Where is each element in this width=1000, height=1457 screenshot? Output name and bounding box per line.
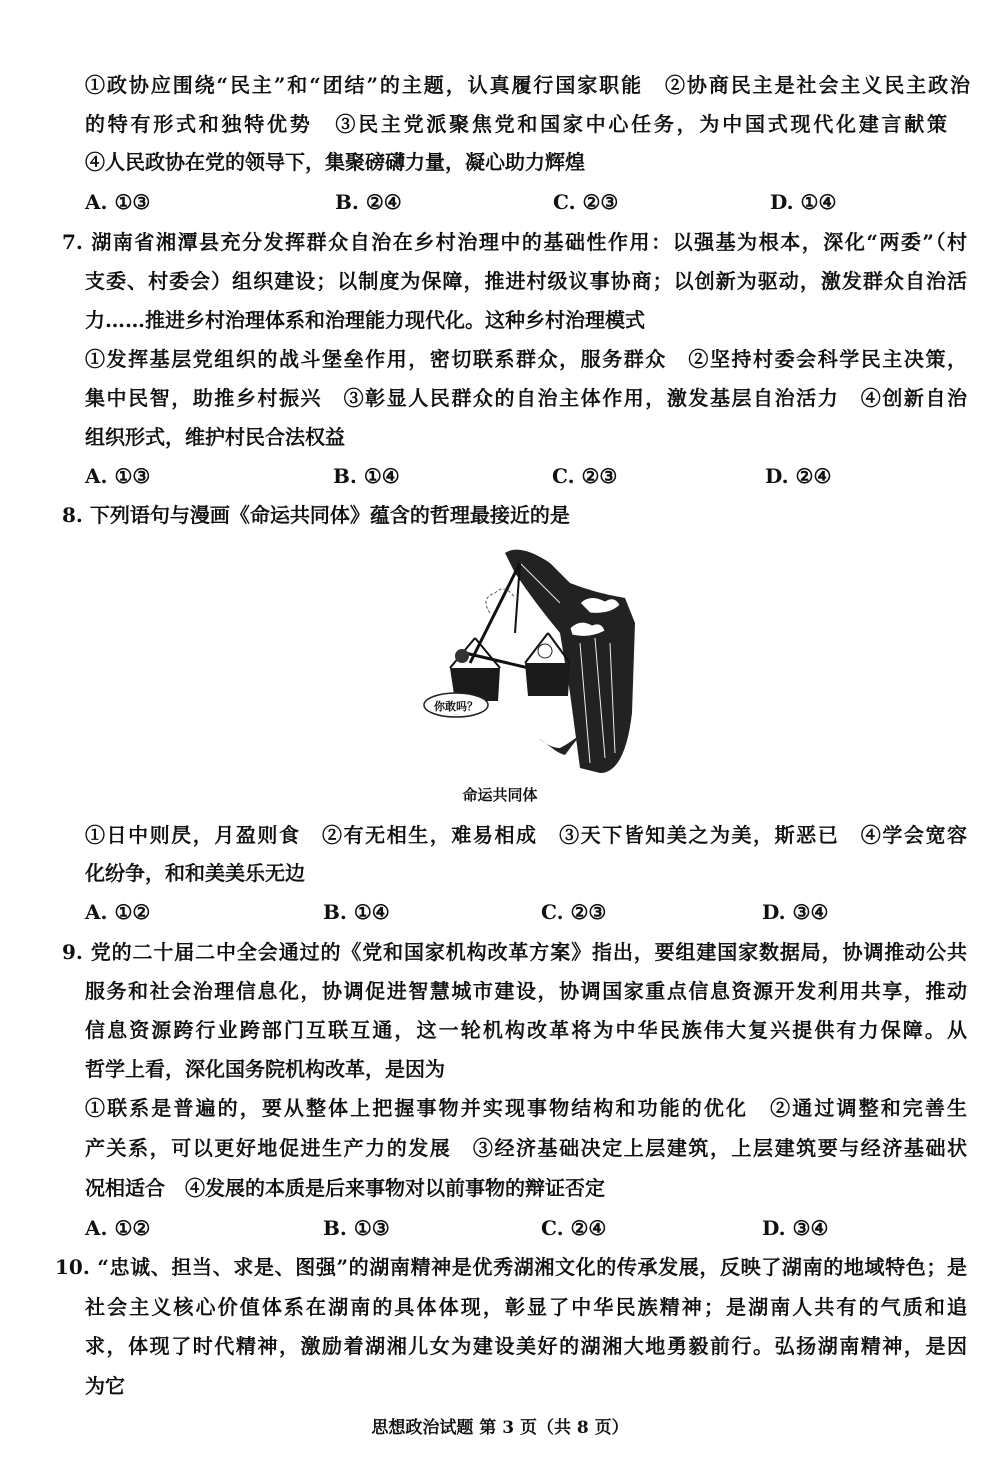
q10-stem-line: 10. “忠诚、担当、求是、图强”的湖南精神是优秀湖湘文化的传承发展，反映了湖南的地域特色；是 [55, 1255, 967, 1279]
q9-stem-line: 信息资源跨行业跨部门互联互通，这一轮机构改革将为中华民族伟大复兴提供有力保障。从 [85, 1018, 967, 1042]
q8-stem: 8. 下列语句与漫画《命运共同体》蕴含的哲理最接近的是 [62, 503, 570, 527]
q7-stem-line: 支委、村委会）组织建设；以制度为保障，推进村级议事协商；以创新为驱动，激发群众自治活 [85, 269, 967, 293]
q7-stem-line: 力……推进乡村治理体系和治理能力现代化。这种乡村治理模式 [85, 308, 645, 332]
q7-option-a: A. ①③ [85, 464, 151, 488]
q9-stem-line: 9. 党的二十届二中全会通过的《党和国家机构改革方案》指出，要组建国家数据局，协调推动公共 [62, 940, 967, 964]
q8-choice-line: 化纷争，和和美美乐无边 [85, 861, 305, 885]
q6-option-a: A. ①③ [85, 190, 151, 214]
q10-stem-line: 求，体现了时代精神，激励着湖湘儿女为建设美好的湖湘大地勇毅前行。弘扬湖南精神，是因 [85, 1334, 967, 1358]
q8-option-c: C. ②③ [541, 900, 607, 924]
q8-option-d: D. ③④ [762, 900, 829, 924]
cartoon-caption: 命运共同体 [462, 786, 538, 804]
q9-choice-line: 况相适合 ④发展的本质是后来事物对以前事物的辩证否定 [85, 1176, 605, 1200]
q6-option-d: D. ①④ [770, 190, 837, 214]
q8-option-b: B. ①④ [323, 900, 390, 924]
q9-option-b: B. ①③ [323, 1216, 390, 1240]
q7-option-b: B. ①④ [333, 464, 400, 488]
q7-option-c: C. ②③ [552, 464, 618, 488]
q7-option-d: D. ②④ [765, 464, 832, 488]
q9-option-c: C. ②④ [541, 1216, 607, 1240]
q6-option-b: B. ②④ [335, 190, 402, 214]
cartoon-speech-bubble: 你敢吗？ [434, 700, 478, 713]
q9-option-d: D. ③④ [762, 1216, 829, 1240]
q7-choice-line: 组织形式，维护村民合法权益 [85, 425, 345, 449]
q6-line: ④人民政协在党的领导下，集聚磅礴力量，凝心助力辉煌 [85, 150, 585, 174]
q9-option-a: A. ①② [85, 1216, 151, 1240]
q10-stem-line: 为它 [85, 1374, 125, 1398]
q6-line: 的特有形式和独特优势 ③民主党派聚焦党和国家中心任务，为中国式现代化建言献策 [85, 112, 947, 136]
q6-line: ①政协应围绕“民主”和“团结”的主题，认真履行国家职能 ②协商民主是社会主义民主政治 [85, 73, 970, 97]
q6-option-c: C. ②③ [553, 190, 619, 214]
cartoon-community-of-shared-future [420, 543, 640, 778]
q7-stem-line: 7. 湖南省湘潭县充分发挥群众自治在乡村治理中的基础性作用：以强基为根本，深化“两委”（村 [62, 230, 967, 254]
q9-stem-line: 服务和社会治理信息化，协调促进智慧城市建设，协调国家重点信息资源开发利用共享，推动 [85, 979, 967, 1003]
q7-choice-line: 集中民智，助推乡村振兴 ③彰显人民群众的自治主体作用，激发基层自治活力 ④创新自治 [85, 386, 967, 410]
page-footer: 思想政治试题 第 3 页（共 8 页） [371, 1418, 629, 1438]
q9-choice-line: ①联系是普遍的，要从整体上把握事物并实现事物结构和功能的优化 ②通过调整和完善生 [85, 1096, 967, 1120]
q8-choice-line: ①日中则昃，月盈则食 ②有无相生，难易相成 ③天下皆知美之为美，斯恶已 ④学会宽容 [85, 823, 967, 847]
q9-choice-line: 产关系，可以更好地促进生产力的发展 ③经济基础决定上层建筑，上层建筑要与经济基础状 [85, 1136, 967, 1160]
q8-option-a: A. ①② [85, 900, 151, 924]
q7-choice-line: ①发挥基层党组织的战斗堡垒作用，密切联系群众，服务群众 ②坚持村委会科学民主决策， [85, 347, 967, 371]
q9-stem-line: 哲学上看，深化国务院机构改革，是因为 [85, 1057, 445, 1081]
q10-stem-line: 社会主义核心价值体系在湖南的具体体现，彰显了中华民族精神；是湖南人共有的气质和追 [85, 1295, 967, 1319]
